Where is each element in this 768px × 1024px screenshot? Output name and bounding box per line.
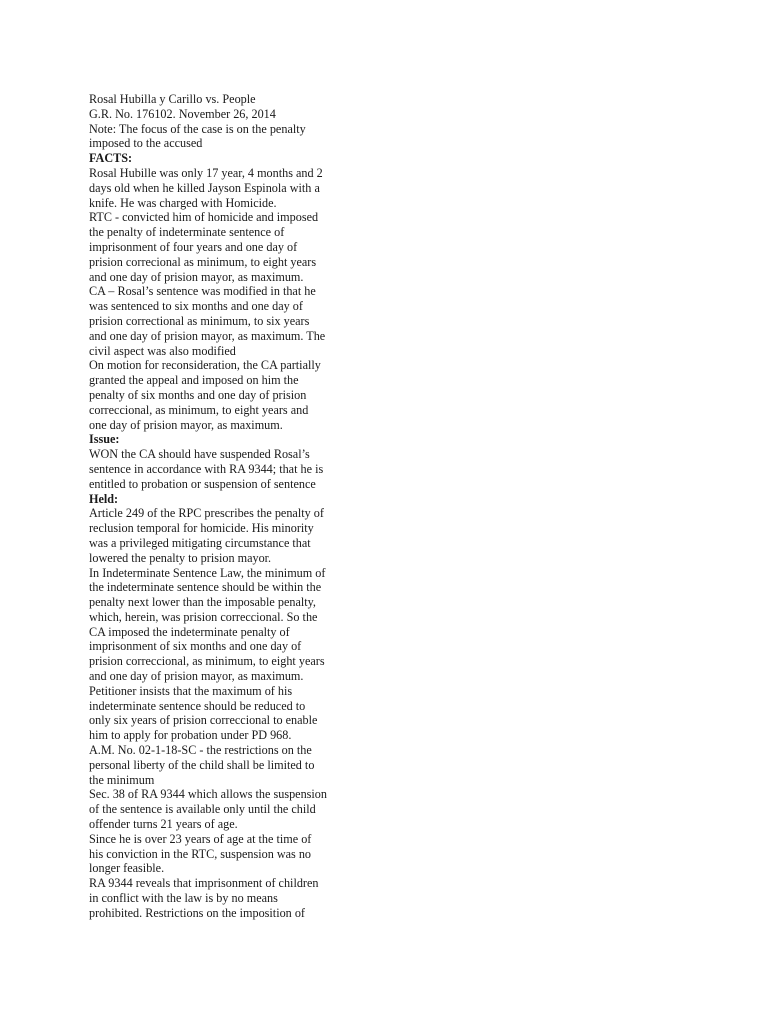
text-line: G.R. No. 176102. November 26, 2014 (89, 106, 276, 121)
text-line: was sentenced to six months and one day of (89, 299, 303, 314)
text-line: the minimum (89, 772, 155, 787)
text-line: Petitioner insists that the maximum of his (89, 683, 293, 698)
text-line: his conviction in the RTC, suspension was no (89, 846, 312, 861)
text-line: knife. He was charged with Homicide. (89, 195, 277, 210)
text-line: imprisonment of six months and one day of (89, 639, 302, 654)
text-line: and one day of prision mayor, as maximum. The (89, 328, 326, 343)
text-line: indeterminate sentence should be reduced to (89, 698, 306, 713)
text-line: him to apply for probation under PD 968. (89, 728, 292, 743)
text-line: prision correccional, as minimum, to eight years (89, 654, 325, 669)
text-line: correccional, as minimum, to eight years and (89, 402, 309, 417)
text-line: RTC - convicted him of homicide and imposed (89, 210, 319, 225)
text-line: and one day of prision mayor, as maximum. (89, 669, 304, 684)
section-heading: FACTS: (89, 151, 133, 166)
text-line: in conflict with the law is by no means (89, 891, 278, 906)
text-line: On motion for reconsideration, the CA partially (89, 358, 321, 373)
text-line: Note: The focus of the case is on the penalty (89, 121, 306, 136)
text-line: days old when he killed Jayson Espinola with a (89, 180, 320, 195)
text-line: one day of prision mayor, as maximum. (89, 417, 283, 432)
text-line: prision correctional as minimum, to six years (89, 313, 310, 328)
text-line: sentence in accordance with RA 9344; that he is (89, 461, 324, 476)
text-line: longer feasible. (89, 861, 165, 876)
text-line: and one day of prision mayor, as maximum. (89, 269, 304, 284)
text-line: RA 9344 reveals that imprisonment of children (89, 876, 319, 891)
text-line: of the sentence is available only until the child (89, 802, 316, 817)
text-line: imposed to the accused (89, 136, 203, 151)
text-line: CA – Rosal’s sentence was modified in that he (89, 284, 316, 299)
text-line: In Indeterminate Sentence Law, the minimum of (89, 565, 326, 580)
text-line: reclusion temporal for homicide. His minority (89, 521, 314, 536)
text-line: Rosal Hubilla y Carillo vs. People (89, 92, 256, 106)
text-line: imprisonment of four years and one day of (89, 239, 298, 254)
text-line: Article 249 of the RPC prescribes the penalty of (89, 506, 324, 521)
document-body (89, 92, 351, 921)
text-line: penalty next lower than the imposable penalty, (89, 595, 316, 610)
text-line: which, herein, was prision correccional. So the (89, 609, 318, 624)
section-heading: Issue: (89, 432, 120, 447)
text-line: Since he is over 23 years of age at the time of (89, 831, 312, 846)
text-line: civil aspect was also modified (89, 343, 236, 358)
text-line: Sec. 38 of RA 9344 which allows the suspension (89, 787, 327, 802)
text-line: only six years of prision correccional to enable (89, 713, 318, 728)
text-line: the penalty of indeterminate sentence of (89, 225, 285, 240)
text-line: the indeterminate sentence should be within the (89, 580, 322, 595)
text-line: lowered the penalty to prision mayor. (89, 550, 272, 565)
section-heading: Held: (89, 491, 119, 506)
text-line: A.M. No. 02-1-18-SC - the restrictions on the (89, 743, 312, 758)
text-line: granted the appeal and imposed on him the (89, 373, 299, 388)
text-line: prision correcional as minimum, to eight years (89, 254, 317, 269)
text-line: Rosal Hubille was only 17 year, 4 months and 2 (89, 165, 323, 180)
text-line: WON the CA should have suspended Rosal’s (89, 447, 310, 462)
text-line: CA imposed the indeterminate penalty of (89, 624, 290, 639)
text-line: was a privileged mitigating circumstance that (89, 535, 311, 550)
text-line: entitled to probation or suspension of sentence (89, 476, 316, 491)
text-line: personal liberty of the child shall be limited to (89, 757, 315, 772)
text-line: offender turns 21 years of age. (89, 817, 238, 832)
text-line: penalty of six months and one day of prision (89, 387, 307, 402)
text-line: prohibited. Restrictions on the imposition of (89, 905, 305, 920)
